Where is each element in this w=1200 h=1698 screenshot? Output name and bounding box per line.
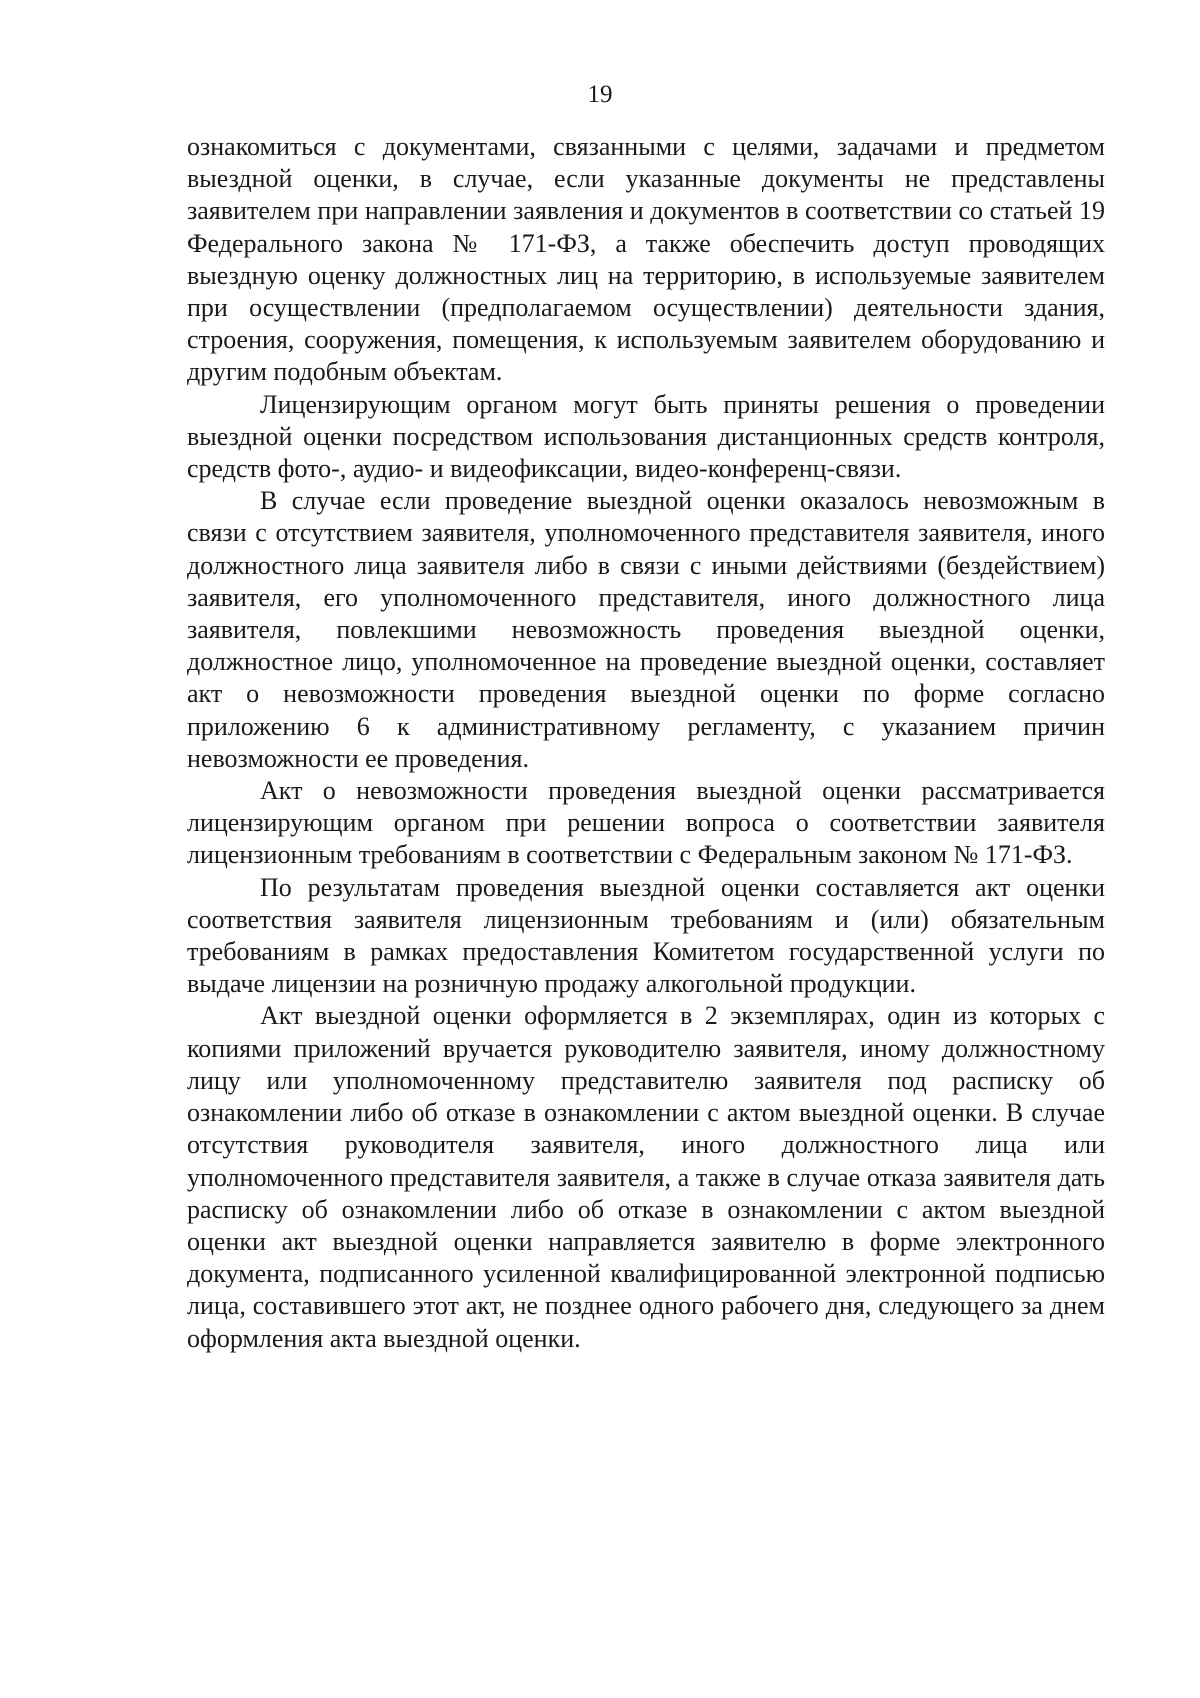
body-text bbox=[187, 131, 1105, 1355]
paragraph-act-copies: Акт выездной оценки оформляется в 2 экземплярах, один из которых с копиями приложений вручается руководителю заявителя, иному должностному лицу или уполномоченному представителю заявителя под расписку об ознакомлении либо об отказе в ознакомлении с актом выездной оценки. В случае отсутствия руководителя заявителя, иного должностного лица или уполномоченного представителя заявителя, а также в случае отказа заявителя дать расписку об ознакомлении либо об отказе в ознакомлении с актом выездной оценки акт выездной оценки направляется заявителю в форме электронного документа, подписанного усиленной квалифицированной электронной подписью лица, составившего этот акт, не позднее одного рабочего дня, следующего за днем оформления акта выездной оценки. bbox=[187, 1001, 1105, 1353]
paragraph-assessment-act: По результатам проведения выездной оценки составляется акт оценки соответствия заявителя лицензионным требованиям и (или) обязательным требованиям в рамках предоставления Комитетом государственной услуги по выдаче лицензии на розничную продажу алкогольной продукции. bbox=[187, 872, 1105, 999]
paragraph-continuation: ознакомиться с документами, связанными с целями, задачами и предметом выездной оценки, в случае, если указанные документы не представлены заявителем при направлении заявления и документов в соответствии со статьей 19 Федерального закона № 171-ФЗ, а также обеспечить доступ проводящих выездную оценку должностных лиц на территорию, в используемые заявителем при осуществлении (предполагаемом осуществлении) деятельности здания, строения, сооружения, помещения, к используемым заявителем оборудованию и другим подобным объектам. bbox=[187, 132, 1105, 387]
page-number: 19 bbox=[587, 81, 613, 108]
paragraph-remote-control: Лицензирующим органом могут быть приняты решения о проведении выездной оценки посредством использования дистанционных средств контроля, средств фото-, аудио- и видеофиксации, видео-конференц-связи. bbox=[187, 389, 1105, 484]
paragraph-impossibility: В случае если проведение выездной оценки оказалось невозможным в связи с отсутствием заявителя, уполномоченного представителя заявителя, иного должностного лица заявителя либо в связи с иными действиями (бездействием) заявителя, его уполномоченного представителя, иного должностного лица заявителя, повлекшими невозможность проведения выездной оценки, должностное лицо, уполномоченное на проведение выездной оценки, составляет акт о невозможности проведения выездной оценки по форме согласно приложению 6 к административному регламенту, с указанием причин невозможности ее проведения. bbox=[187, 486, 1105, 773]
paragraph-impossibility-act: Акт о невозможности проведения выездной оценки рассматривается лицензирующим органом при решении вопроса о соответствии заявителя лицензионным требованиям в соответствии с Федеральным законом № 171-ФЗ. bbox=[187, 776, 1105, 870]
